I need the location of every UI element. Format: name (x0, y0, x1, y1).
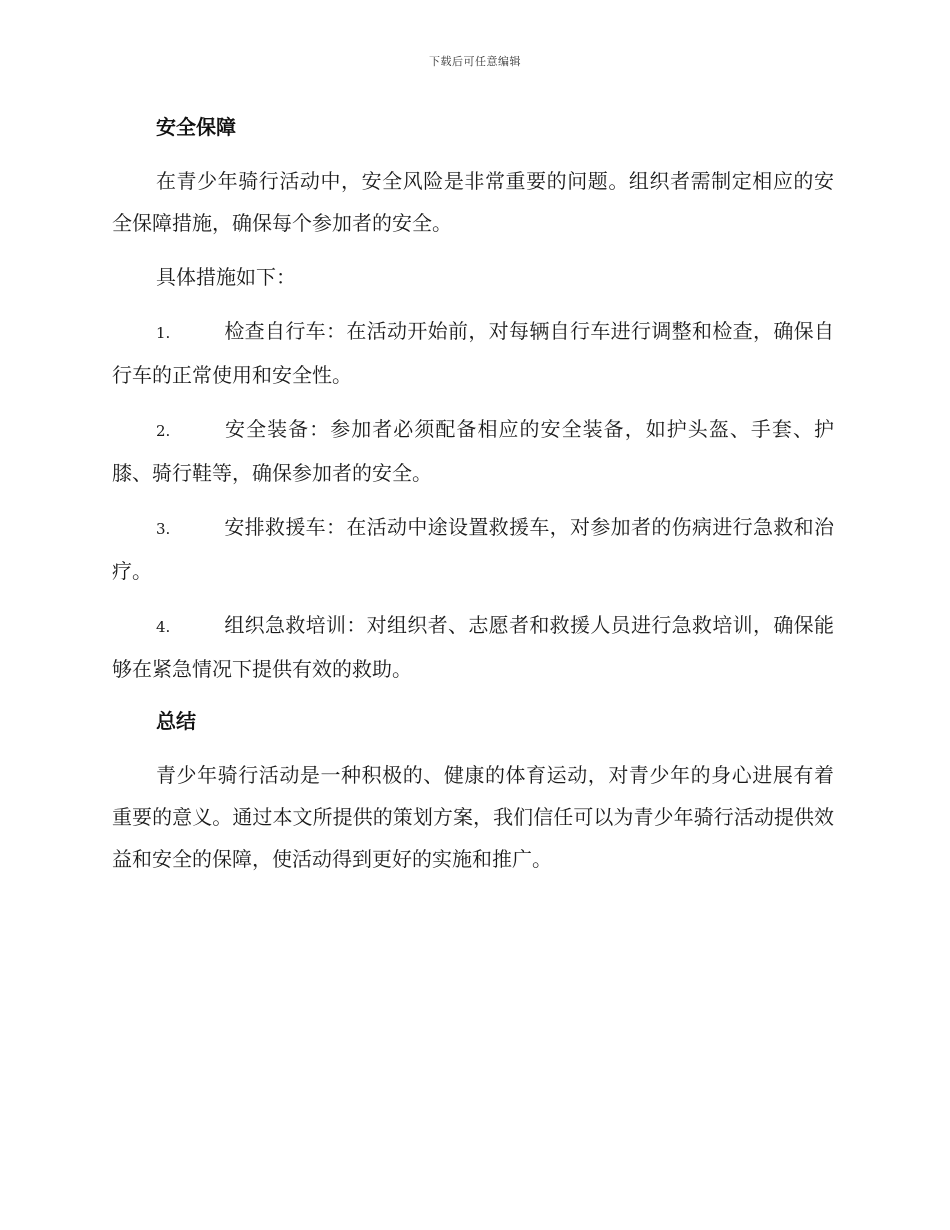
list-item (112, 310, 834, 396)
section-title-safety: 安全保障 (156, 115, 236, 139)
list-item-number: 4. (156, 618, 171, 636)
document-body (112, 108, 834, 892)
list-item-text: 安全装备：参加者必须配备相应的安全装备，如护头盔、手套、护膝、骑行鞋等，确保参加者的安全。 (112, 417, 834, 485)
list-item (112, 408, 834, 494)
list-item-text: 安排救援车：在活动中途设置救援车，对参加者的伤病进行急救和治疗。 (112, 515, 834, 583)
list-item (112, 506, 834, 592)
list-item-number: 3. (156, 520, 171, 538)
summary-paragraph: 青少年骑行活动是一种积极的、健康的体育运动，对青少年的身心进展有着重要的意义。通过本文所提供的策划方案，我们信任可以为青少年骑行活动提供效益和安全的保障，使活动得到更好的实施和推广。 (112, 763, 834, 871)
safety-intro-paragraph: 在青少年骑行活动中，安全风险是非常重要的问题。组织者需制定相应的安全保障措施，确保每个参加者的安全。 (112, 169, 834, 235)
list-item (112, 604, 834, 690)
list-item-text: 检查自行车：在活动开始前，对每辆自行车进行调整和检查，确保自行车的正常使用和安全性。 (112, 319, 834, 387)
list-item-text: 组织急救培训：对组织者、志愿者和救援人员进行急救培训，确保能够在紧急情况下提供有效的救助。 (112, 613, 834, 681)
measures-label: 具体措施如下： (156, 265, 296, 289)
page-header: 下载后可任意编辑 (429, 55, 521, 68)
section-title-summary: 总结 (156, 709, 196, 733)
list-item-number: 2. (156, 422, 171, 440)
list-item-number: 1. (156, 324, 171, 342)
